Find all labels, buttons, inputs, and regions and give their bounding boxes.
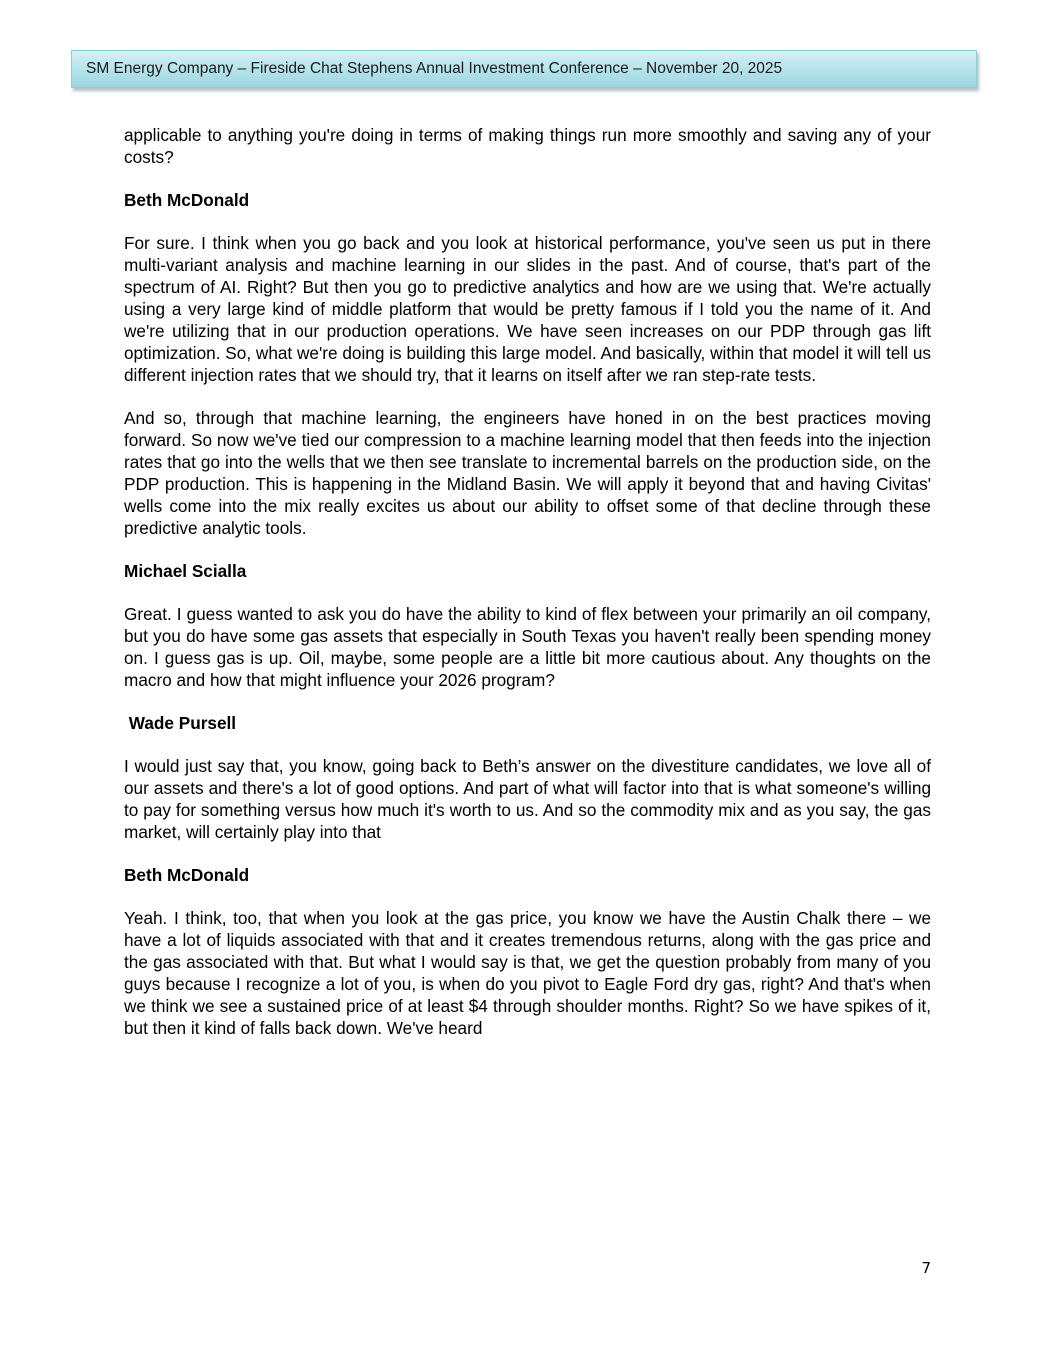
page-number: 7 xyxy=(921,1259,931,1277)
paragraph: applicable to anything you're doing in terms of making things run more smoothly and saving any of your costs? xyxy=(124,125,931,167)
paragraph: For sure. I think when you go back and you look at historical performance, you've seen us put in there multi-variant analysis and machine learning in our slides in the past. And of course, that's part of the spectrum of AI. Right? But then you go to predictive analytics and how are we using that. We're actually using a very large kind of middle platform that would be pretty famous if I told you the name of it. And we're utilizing that in our production operations. We have seen increases on our PDP through gas lift optimization. So, what we're doing is building this large model. And basically, within that model it will tell us different injection rates that we should try, that it learns on itself after we ran step-rate tests. xyxy=(124,233,931,385)
speaker-name: Wade Pursell xyxy=(124,713,237,733)
paragraph: Yeah. I think, too, that when you look at the gas price, you know we have the Austin Chalk there – we have a lot of liquids associated with that and it creates tremendous returns, along with the gas price and the gas associated with that. But what I would say is that, we get the question probably from many of you guys because I recognize a lot of you, is when do you pivot to Eagle Ford dry gas, right? And that's when we think we see a sustained price of at least $4 through shoulder months. Right? So we have spikes of it, but then it kind of falls back down. We've heard xyxy=(124,908,931,1038)
speaker-name: Beth McDonald xyxy=(124,190,250,210)
header-banner xyxy=(71,50,977,88)
transcript-body xyxy=(124,124,931,1039)
paragraph: Great. I guess wanted to ask you do have the ability to kind of flex between your primarily an oil company, but you do have some gas assets that especially in South Texas you haven't really been spending money on. I guess gas is up. Oil, maybe, some people are a little bit more cautious about. Any thoughts on the macro and how that might influence your 2026 program? xyxy=(124,604,931,690)
header-title: SM Energy Company – Fireside Chat Stephens Annual Investment Conference – November 20, 2025 xyxy=(86,60,783,77)
speaker-name: Michael Scialla xyxy=(124,561,247,581)
speaker-name: Beth McDonald xyxy=(124,865,250,885)
paragraph: And so, through that machine learning, the engineers have honed in on the best practices moving forward. So now we've tied our compression to a machine learning model that then feeds into the injection rates that go into the wells that we then see translate to incremental barrels on the production side, on the PDP production. This is happening in the Midland Basin. We will apply it beyond that and having Civitas' wells come into the mix really excites us about our ability to offset some of that decline through these predictive analytic tools. xyxy=(124,408,931,538)
paragraph: I would just say that, you know, going back to Beth’s answer on the divestiture candidates, we love all of our assets and there's a lot of good options. And part of what will factor into that is what someone's willing to pay for something versus how much it's worth to us. And so the commodity mix and as you say, the gas market, will certainly play into that xyxy=(124,756,931,842)
